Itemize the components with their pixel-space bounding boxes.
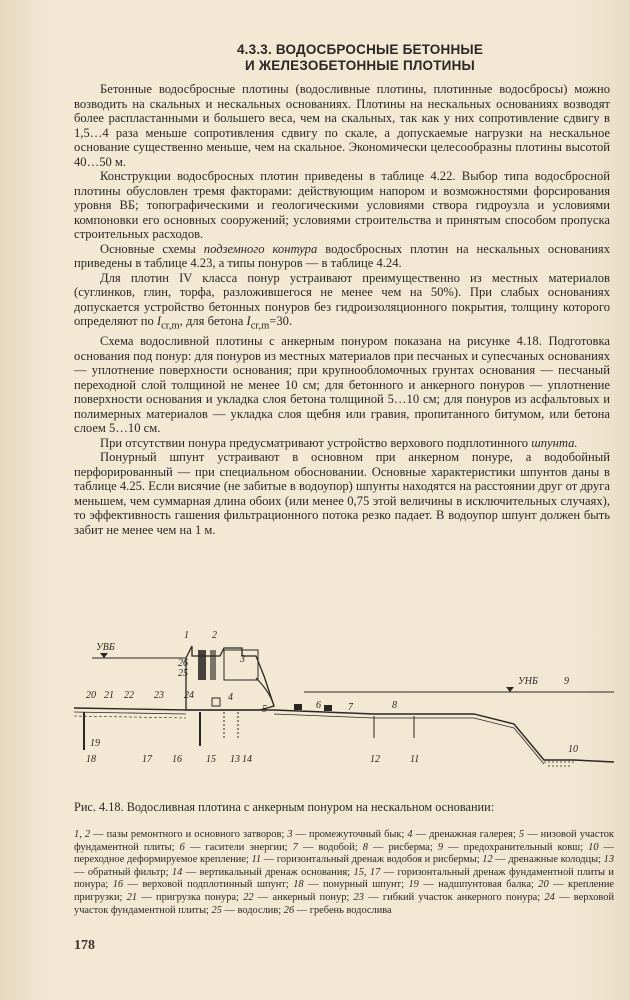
legend-number: 9: [437, 841, 444, 853]
legend-number: 14: [171, 866, 183, 878]
paragraph-1: Бетонные водосбросные плотины (водосливные плотины, плотинные водосбросы) можно возводить на скальных и нескальных основаниях. Плотины на нескальных основаниях возводят более распластанными и большего веса, чем на скальных, так как у них сопротивление сдвигу в 1,5…4 раза меньше сопротивления сдвигу по скале, а допускаемые нагрузки на нескальное основание существенно меньше, чем на скальное. Экономически целесообразны плотины высотой 40…50 м.: [74, 82, 610, 169]
paragraph-3-text-a: Основные схемы: [100, 241, 204, 256]
upstream-level-label: УВБ: [96, 642, 115, 653]
fig-label-19: 19: [90, 738, 100, 749]
fig-label-23: 23: [154, 690, 164, 701]
fig-label-5: 5: [262, 704, 267, 715]
legend-description: — горизонтальный дренаж фундаментной плиты и понура;: [74, 866, 614, 891]
legend-description: — промежуточный бык;: [292, 829, 408, 840]
fig-label-16: 16: [172, 754, 182, 765]
gate-slot-2: [210, 650, 216, 680]
fig-label-11: 11: [410, 754, 420, 765]
fig-label-8: 8: [392, 700, 397, 711]
paragraph-4-symbol-2: I: [246, 314, 251, 328]
upstream-blanket-hatch: [74, 716, 186, 718]
legend-description: — анкерный понур;: [253, 891, 354, 903]
section-heading-line-1: 4.3.3. ВОДОСБРОСНЫЕ БЕТОННЫЕ: [236, 42, 484, 57]
legend-number: 22: [243, 891, 254, 903]
legend-number: 10: [588, 841, 599, 853]
legend-number: 24: [544, 891, 555, 903]
ground-surface-line: [74, 708, 614, 762]
paragraph-5: Схема водосливной плотины с анкерным понуром показана на рисунке 4.18. Подготовка основания под понур: для понуров из местных материалов при песчаных и супесчаных основаниях — уплотнение поверхности основания; при крупнообломочных грунтах основания — песчаный переходной слой толщиной не менее 10 см; для бетонного и анкерного понуров — уплотнение поверхности основания и укладка слоя бетона толщиной 5…10 см; для понуров из асфальтовых и полимерных материалов — укладка слоя щебня или гравия, пропитанного битумом, или бетона слоем 5…10 см.: [74, 334, 610, 436]
legend-number: 5: [518, 829, 525, 840]
paragraph-4-text-c: =30.: [269, 314, 293, 328]
paragraph-4-subscript-1: cr,m: [161, 320, 180, 332]
paragraph-6-text-a: При отсутствии понура предусматривают устройство верхового подплотинного: [100, 435, 532, 450]
downstream-level-label: УНБ: [518, 676, 538, 687]
drainage-gallery: [212, 698, 220, 706]
fig-label-25: 25: [178, 668, 188, 679]
legend-number: 20: [538, 879, 549, 891]
paragraph-7: Понурный шпунт устраивают в основном при анкерном понуре, а водобойный перфорированный — при специальном обосновании. Основные характеристики шпунтов даны в таблице 4.25. Если висячие (не забитые в водоупор) шпунты находятся на расстоянии друг от друга меньшем, чем суммарная длина обоих (или менее 0,75 этой величины в исключительных случаях), то эффективность гашения фильтрационного потока резко падает. В водоупор шпунт должен быть забит не менее чем на 1 м.: [74, 450, 610, 537]
legend-number: 21: [126, 891, 138, 903]
legend-number: 18: [293, 879, 304, 891]
paragraph-4-text-b: , для бетона: [179, 314, 247, 328]
figure-legend: [74, 829, 614, 917]
legend-description: — горизонтальный дренаж водобоя и рисбермы;: [261, 854, 483, 866]
fig-label-24: 24: [184, 690, 194, 701]
section-heading-line-2: И ЖЕЛЕЗОБЕТОННЫЕ ПЛОТИНЫ: [245, 58, 475, 73]
fig-label-10: 10: [568, 744, 578, 755]
fig-label-20: 20: [86, 690, 96, 701]
fig-label-1: 1: [184, 630, 189, 641]
fig-label-4: 4: [228, 692, 233, 703]
upstream-level-marker-icon: [100, 653, 108, 658]
fig-label-9: 9: [564, 676, 569, 687]
legend-number: 16: [112, 879, 124, 891]
legend-description: — гибкий участок анкерного понура;: [363, 891, 545, 903]
legend-number: 15, 17: [353, 866, 381, 878]
legend-description: — низовой участок фундаментной плиты;: [74, 829, 614, 853]
legend-number: 25: [211, 904, 222, 916]
paragraph-4: [74, 271, 610, 335]
energy-dissipator-1: [294, 704, 302, 710]
legend-number: 26: [283, 904, 295, 916]
legend-number: 4: [407, 829, 413, 840]
fig-label-13: 13: [230, 754, 240, 765]
paragraph-3-italic-term: подземного контура: [203, 241, 318, 256]
paragraph-4-text-a: Для плотин IV класса понур устраивают преимущественно из местных материалов (суглинков, глин, торфа, разложившегося не менее чем на 50%). При слабых основаниях допускается устройство бетонных понуров без гидроизоляционного покрытия, толщину которого определяют по: [74, 270, 610, 328]
paragraph-4-subscript-2: cr,m: [250, 320, 270, 332]
legend-number: 19: [408, 879, 419, 891]
fig-label-17: 17: [142, 754, 152, 765]
legend-number: 6: [179, 841, 185, 853]
fig-label-21: 21: [104, 690, 114, 701]
legend-description: — обратный фильтр;: [74, 866, 172, 878]
energy-dissipator-2: [324, 705, 332, 711]
fig-label-7: 7: [348, 702, 353, 713]
legend-description: — верховой участок фундаментной плиты;: [74, 891, 615, 916]
legend-description: — гребень водослива: [294, 904, 392, 916]
paragraph-6-italic-term: шпунта.: [531, 435, 578, 450]
legend-number: 13: [603, 854, 615, 866]
legend-number: 7: [292, 841, 298, 853]
legend-description: — рисберма;: [367, 841, 438, 853]
legend-description: — предохранительный ковш;: [443, 841, 589, 853]
fig-label-6: 6: [316, 700, 321, 711]
body-text: [74, 82, 610, 537]
section-heading: [150, 42, 570, 74]
legend-description: — пригрузка понура;: [137, 891, 244, 903]
paragraph-3: [74, 242, 610, 271]
paragraph-4-symbol-1: I: [156, 314, 162, 328]
fig-label-12: 12: [370, 754, 380, 765]
downstream-level-marker-icon: [506, 687, 514, 692]
fig-label-2: 2: [212, 630, 217, 641]
legend-description: — пазы ремонтного и основного затворов;: [90, 829, 288, 840]
riprap-hatch: [544, 762, 574, 766]
legend-description: — верховой подплотинный шпунт;: [123, 879, 294, 891]
legend-description: — дренажная галерея;: [412, 829, 519, 840]
fig-label-14: 14: [242, 754, 252, 765]
legend-number: 3: [287, 829, 293, 840]
spillway-face: [256, 678, 274, 706]
fig-label-3: 3: [240, 654, 245, 665]
legend-description: — вертикальный дренаж основания;: [182, 866, 354, 878]
legend-number: 12: [482, 854, 493, 866]
paragraph-2: Конструкции водосбросных плотин приведены в таблице 4.22. Выбор типа водосбросной плотины обусловлен тремя факторами: действующим напором и возможностями форсирования уровня ВБ; топографическими и геологическими условиями створа гидроузла и условиями компоновки его основных сооружений; условиями строительства и принятым способом пропуска строительных расходов.: [74, 169, 610, 241]
legend-description: — дренажные колодцы;: [492, 854, 604, 866]
legend-description: — крепление пригрузки;: [74, 879, 614, 903]
fig-label-22: 22: [124, 690, 134, 701]
paragraph-6: [74, 436, 610, 451]
legend-number: 1, 2: [74, 829, 91, 840]
page-number: 178: [74, 938, 95, 953]
legend-description: — переходное деформируемое крепление;: [74, 841, 615, 866]
legend-description: — водобой;: [297, 841, 363, 853]
dam-cross-section-figure: [74, 628, 614, 800]
legend-description: — понурный шпунт;: [303, 879, 409, 891]
fig-label-18: 18: [86, 754, 96, 765]
legend-number: 8: [362, 841, 368, 853]
legend-description: — гасители энергии;: [184, 841, 293, 853]
paragraph-3-text-b: водосбросных плотин на нескальных основаниях приведены в таблице 4.23, а типы понуров — в таблице 4.24.: [74, 241, 610, 270]
legend-number: 11: [251, 854, 262, 866]
figure-caption: Рис. 4.18. Водосливная плотина с анкерным понуром на нескальном основании:: [74, 800, 495, 814]
legend-number: 23: [353, 891, 364, 903]
legend-description: — надшпунтовая балка;: [418, 879, 539, 891]
legend-description: — водослив;: [221, 904, 284, 916]
upstream-blanket-line: [74, 712, 186, 714]
fig-label-15: 15: [206, 754, 216, 765]
gate-slot-1: [198, 650, 206, 680]
fig-label-26: 26: [178, 658, 188, 669]
